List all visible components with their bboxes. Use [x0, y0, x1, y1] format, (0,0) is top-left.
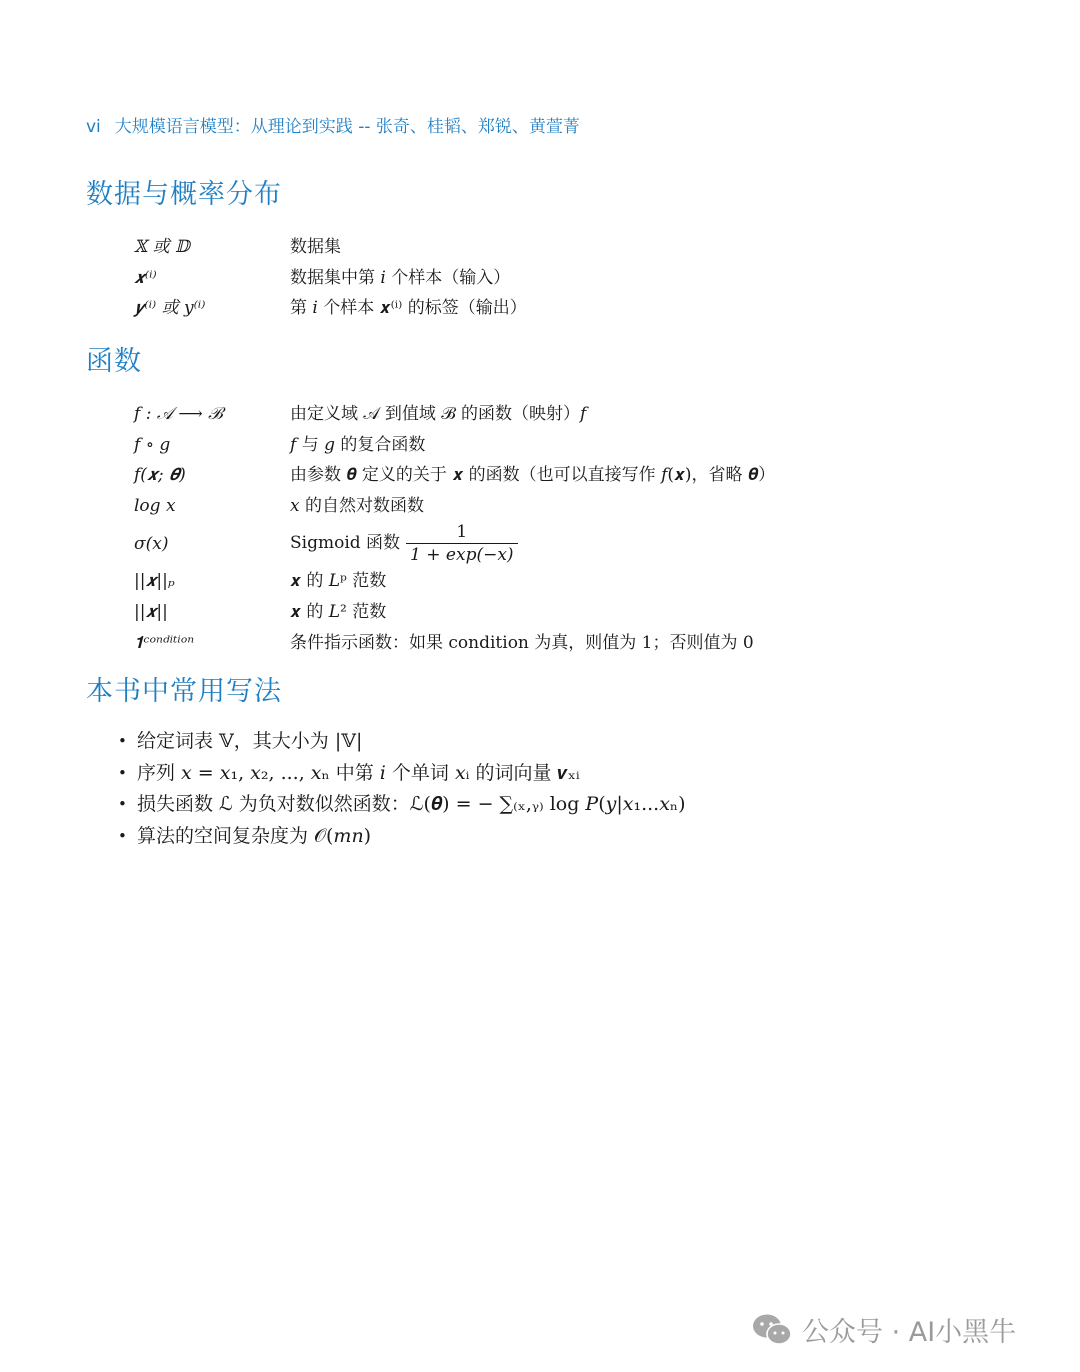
list-item-text: 序列 𝑥 = 𝑥₁, 𝑥₂, ..., 𝑥ₙ 中第 𝑖 个单词 𝑥ᵢ 的词向量 𝒗ₓᵢ: [137, 761, 580, 784]
section-title-data: 数据与概率分布: [86, 179, 282, 210]
watermark-text: 公众号 · AI小黑牛: [802, 1317, 1017, 1348]
symbol: 𝑓 ∘ 𝑔: [134, 434, 171, 455]
list-item: [118, 726, 686, 758]
symbol: ||𝒙||: [134, 601, 168, 622]
symbol: log 𝑥: [134, 495, 176, 516]
bullet-icon: •: [118, 826, 127, 845]
symbol-description: 𝑓 与 𝑔 的复合函数: [290, 434, 426, 455]
symbol-description: 𝒙 的 𝐿² 范数: [290, 601, 387, 622]
fraction-numerator: 1: [456, 522, 468, 543]
wechat-icon: [752, 1313, 792, 1347]
section-title-notation: 本书中常用写法: [86, 676, 282, 707]
symbol-row: [134, 460, 775, 491]
bullet-icon: •: [118, 795, 127, 813]
symbol: 𝟏ᶜᵒⁿᵈⁱᵗⁱᵒⁿ: [134, 632, 195, 653]
sigmoid-label: Sigmoid 函数: [290, 533, 401, 554]
list-item-text: 损失函数 ℒ 为负对数似然函数：ℒ(𝜽) = − ∑₍ₓ,ᵧ₎ log 𝑃(𝑦|𝑥₁...𝑥ₙ): [137, 793, 686, 815]
symbol: 𝒙⁽ⁱ⁾: [134, 267, 157, 288]
symbol-row: [134, 293, 527, 324]
symbol-description: [290, 521, 518, 566]
symbol: ||𝒙||ₚ: [134, 571, 175, 592]
bullet-icon: •: [118, 732, 127, 750]
book-title: 大规模语言模型：从理论到实践 -- 张奇、桂韬、郑锐、黄萱菁: [114, 117, 580, 137]
notation-list: [118, 726, 686, 852]
symbol: 𝕏 或 𝔻: [134, 237, 190, 257]
symbol: 𝑓 : 𝒜 ⟶ ℬ: [134, 404, 223, 424]
symbol-description: 由参数 𝜽 定义的关于 𝒙 的函数（也可以直接写作 𝑓(𝒙)，省略 𝜽）: [290, 465, 776, 486]
symbol-row: [134, 521, 775, 566]
section-title-functions: 函数: [86, 346, 142, 377]
list-item: [118, 758, 686, 790]
symbol-row: [134, 232, 527, 263]
list-item-text: 给定词表 𝕍，其大小为 |𝕍|: [137, 730, 363, 752]
symbol: 𝜎(𝑥): [134, 533, 169, 554]
list-item: [118, 821, 686, 853]
data-symbol-table: [134, 232, 527, 324]
symbol-row: [134, 263, 527, 294]
symbol-description: 数据集: [290, 237, 341, 257]
list-item: [118, 789, 686, 821]
function-symbol-table: [134, 399, 775, 658]
symbol-description: 条件指示函数：如果 condition 为真，则值为 1；否则值为 0: [290, 632, 754, 653]
symbol: 𝒚⁽ⁱ⁾ 或 𝑦⁽ⁱ⁾: [134, 298, 206, 319]
symbol-row: [134, 628, 775, 659]
symbol-description: 𝒙 的 𝐿ᵖ 范数: [290, 571, 387, 592]
symbol-row: [134, 597, 775, 628]
symbol-description: 数据集中第 𝑖 个样本（输入）: [290, 267, 511, 288]
watermark: [752, 1310, 1016, 1349]
list-item-text: 算法的空间复杂度为 𝒪(𝑚𝑛): [137, 824, 372, 847]
symbol-row: [134, 491, 775, 522]
symbol-row: [134, 566, 775, 597]
symbol-description: 由定义域 𝒜 到值域 ℬ 的函数（映射）𝑓: [290, 404, 587, 424]
symbol-description: 𝑥 的自然对数函数: [290, 495, 424, 516]
running-header: [86, 112, 580, 137]
symbol-row: [134, 399, 775, 430]
page-number: vi: [86, 117, 101, 137]
symbol-row: [134, 430, 775, 461]
symbol-description: 第 𝑖 个样本 𝒙⁽ⁱ⁾ 的标签（输出）: [290, 298, 527, 319]
sigmoid-fraction: [406, 521, 518, 566]
fraction-denominator: 1 + 𝑒𝑥𝑝(−𝑥): [406, 543, 518, 566]
symbol: 𝑓(𝒙; 𝜽): [134, 465, 186, 486]
bullet-icon: •: [118, 763, 127, 782]
